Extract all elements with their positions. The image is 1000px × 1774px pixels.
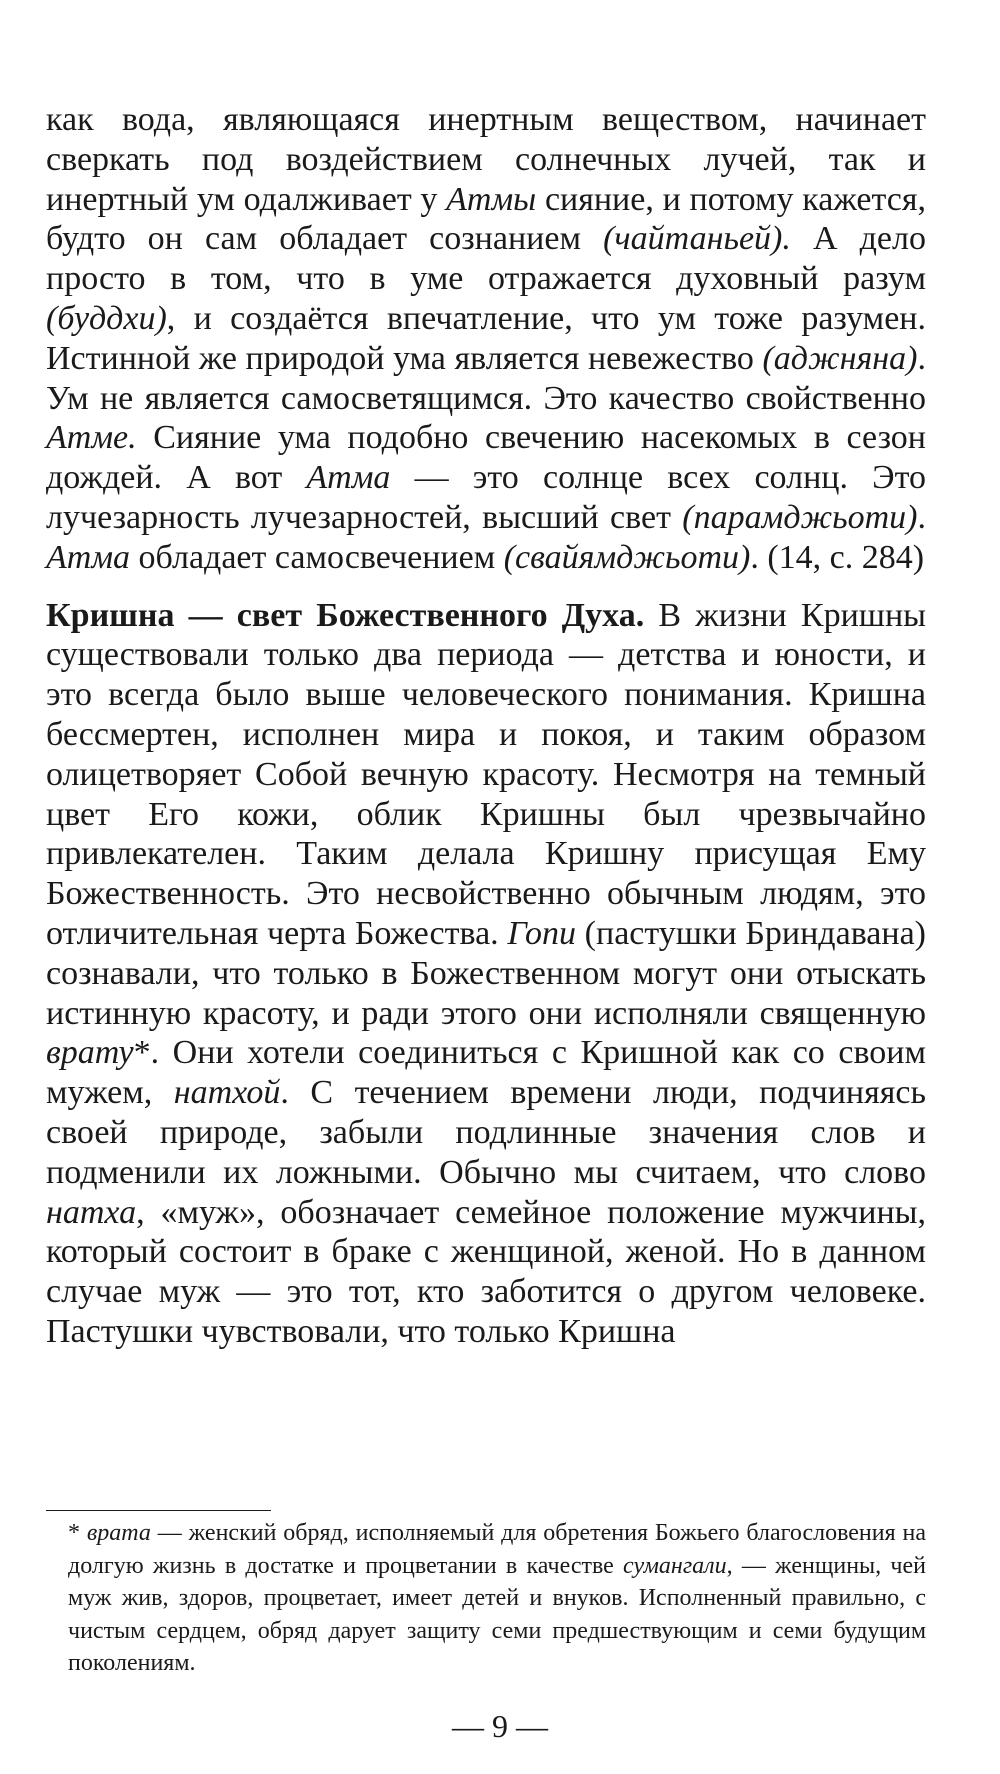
text-run: — женский обряд, исполняемый для обретения Божьего благословения на долгую жизнь в достатке и процветании в качестве	[68, 1520, 927, 1579]
text-run: , и создаётся впечатление, что ум тоже разумен. Истинной же природой ума является невежество	[46, 299, 926, 377]
text-run: .	[917, 498, 926, 536]
italic-term: натхой	[173, 1074, 281, 1112]
italic-term: Атма	[306, 459, 391, 497]
italic-term: (чайтаньей).	[603, 220, 791, 258]
paragraph-atma	[46, 100, 926, 578]
text-run: (пастушки Бриндавана) сознавали, что только в Божественном могут они отыскать истинную красоту, и ради этого они исполняли священную	[46, 914, 926, 1032]
text-run: сияние, и потому кажется, будто он сам обладает сознанием	[46, 180, 927, 258]
italic-term: Гопи	[507, 914, 576, 952]
page-body	[46, 100, 926, 1352]
text-run: В жизни Кришны существовали только два периода — детства и юности, и это всегда было выше человеческого понимания. Кришна бессмертен, исполнен мира и покоя, и таким образом олицетворяет Собой вечную красоту. Несмотря на темный цвет Его кожи, облик Кришны был чрезвычайно привлекателен. Таким делала Кришну присущая Ему Божественность. Это несвойственно обычным людям, это отличительная черта Божества.	[46, 596, 927, 952]
text-run: Сияние ума подобно свечению насекомых в сезон дождей. А вот	[46, 419, 926, 497]
text-run: обладает самосвечением	[130, 538, 504, 576]
footnote-divider	[46, 1510, 271, 1511]
text-run: *. Они хотели соединиться с Кришной как со своим мужем,	[46, 1034, 926, 1112]
italic-term: Атма	[46, 538, 131, 576]
italic-term: врата	[86, 1520, 151, 1546]
footnote	[68, 1517, 926, 1680]
italic-term: (буддхи)	[46, 299, 167, 337]
text-run: *	[68, 1520, 87, 1546]
text-run: . Ум не является самосветящимся. Это качество свойственно	[46, 339, 926, 417]
text-run: . С течением времени люди, подчиняясь своей природе, забыли подлинные значения слов и подменили их ложными. Обычно мы считаем, что слово	[46, 1074, 927, 1191]
italic-term: сумангали	[623, 1552, 727, 1579]
text-run: — это солнце всех солнц. Это лучезарность лучезарностей, высший свет	[46, 459, 926, 536]
italic-term: Атмы	[446, 180, 537, 218]
text-run: . (14, с. 284)	[750, 538, 925, 576]
text-run: , — женщины, чей муж жив, здоров, процветает, имеет детей и внуков. Исполненный правильно, с чистым сердцем, обряд дарует защиту семи предшествующим и семи будущим поколениям.	[68, 1552, 926, 1677]
text-run: , «муж», обозначает семейное положение мужчины, который состоит в браке с женщиной, женой. Но в данном случае муж — это тот, кто заботится о другом человеке. Пастушки чувствовали, что только Кришна	[46, 1193, 926, 1350]
italic-term: (свайямджьоти)	[503, 538, 751, 576]
italic-term: Атме.	[46, 419, 137, 457]
italic-term: (аджняна)	[762, 339, 918, 377]
italic-term: врату	[46, 1034, 134, 1072]
text-run: А дело просто в том, что в уме отражается духовный разум	[46, 220, 926, 298]
paragraph-krishna	[46, 596, 926, 1352]
section-lead-heading: Кришна — свет Божественного Духа.	[46, 596, 645, 634]
page-number: — 9 —	[452, 1708, 548, 1744]
italic-term: (парамджьоти)	[682, 498, 918, 536]
italic-term: натха	[46, 1193, 137, 1231]
text-run: как вода, являющаяся инертным веществом, начинает сверкать под воздействием солнечных лучей, так и инертный ум одалживает у	[46, 101, 926, 218]
